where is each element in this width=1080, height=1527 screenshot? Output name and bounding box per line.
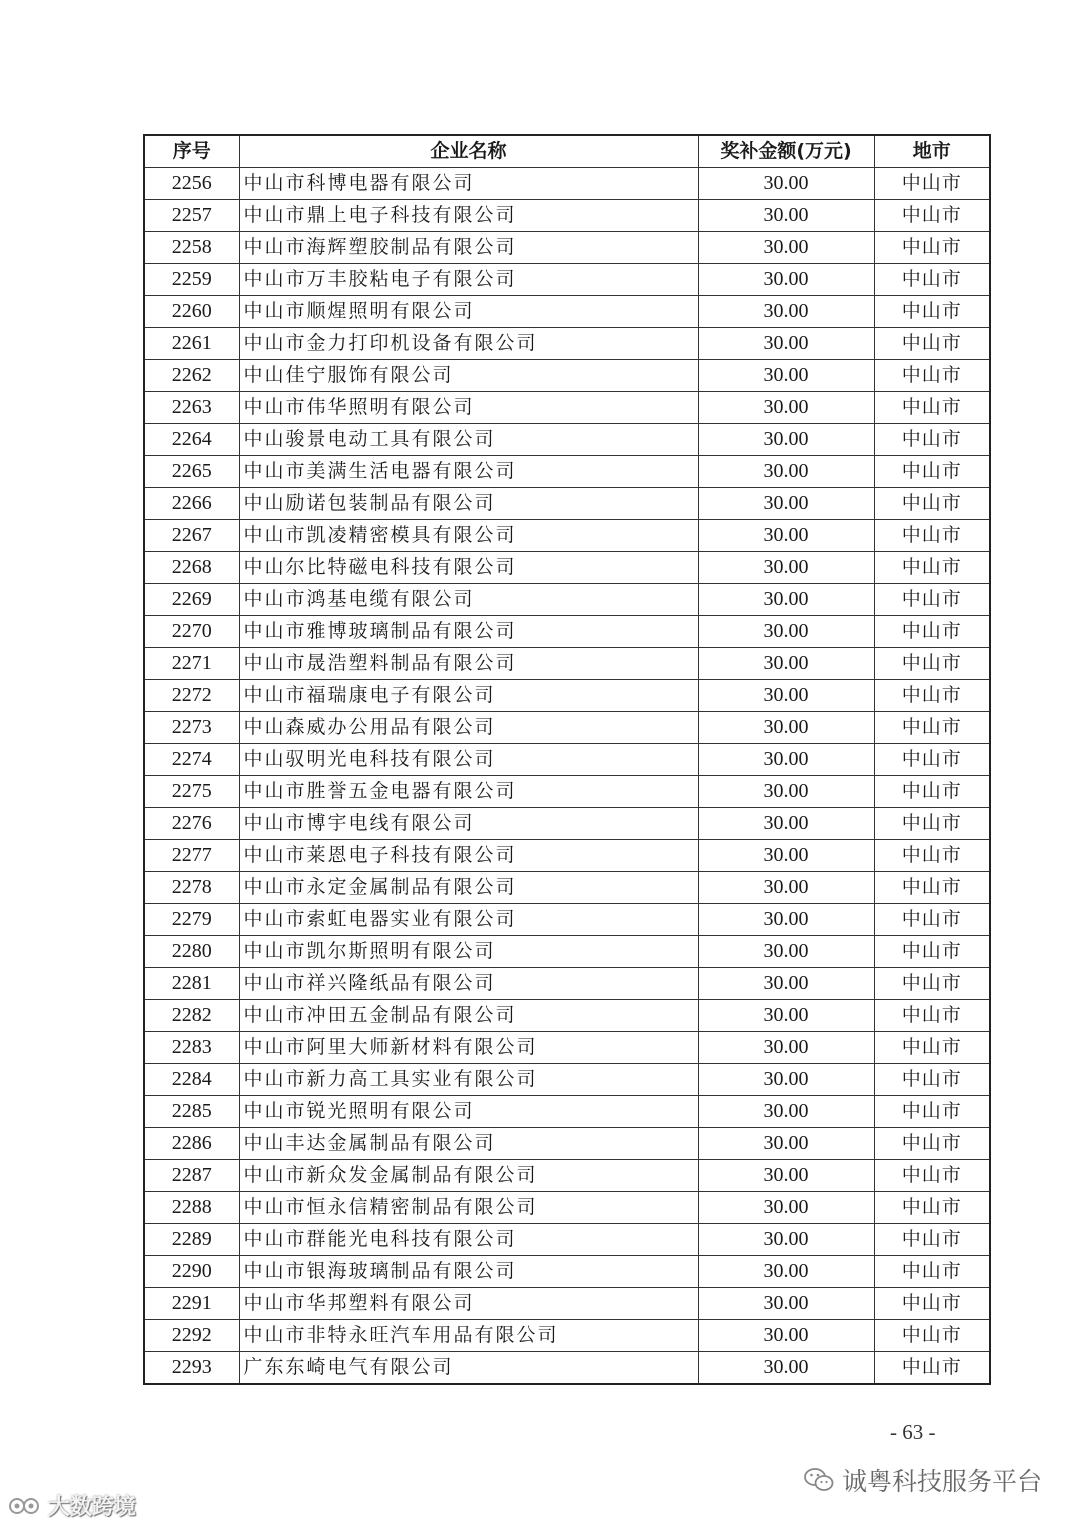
table-header-row (144, 135, 990, 168)
row-serial-number: 2279 (144, 904, 239, 936)
row-subsidy-amount: 30.00 (698, 360, 874, 392)
row-company-name: 中山市新力高工具实业有限公司 (239, 1064, 698, 1096)
row-subsidy-amount: 30.00 (698, 232, 874, 264)
row-serial-number: 2258 (144, 232, 239, 264)
row-company-name: 中山市永定金属制品有限公司 (239, 872, 698, 904)
row-serial-number: 2282 (144, 1000, 239, 1032)
row-serial-number: 2283 (144, 1032, 239, 1064)
row-company-name: 中山佳宁服饰有限公司 (239, 360, 698, 392)
row-serial-number: 2290 (144, 1256, 239, 1288)
row-serial-number: 2257 (144, 200, 239, 232)
row-serial-number: 2271 (144, 648, 239, 680)
row-company-name: 中山市非特永旺汽车用品有限公司 (239, 1320, 698, 1352)
row-subsidy-amount: 30.00 (698, 776, 874, 808)
row-company-name: 中山市晟浩塑料制品有限公司 (239, 648, 698, 680)
wechat-watermark (804, 1462, 1042, 1498)
row-city: 中山市 (874, 808, 990, 840)
wechat-icon (804, 1467, 834, 1493)
table-row (144, 168, 990, 200)
row-serial-number: 2289 (144, 1224, 239, 1256)
table-row (144, 264, 990, 296)
corner-brand-name: 大数跨境 (48, 1495, 137, 1520)
row-serial-number: 2291 (144, 1288, 239, 1320)
row-company-name: 中山市凯尔斯照明有限公司 (239, 936, 698, 968)
table-row (144, 1000, 990, 1032)
row-city: 中山市 (874, 360, 990, 392)
row-city: 中山市 (874, 520, 990, 552)
row-city: 中山市 (874, 296, 990, 328)
table-row (144, 360, 990, 392)
row-company-name: 中山市福瑞康电子有限公司 (239, 680, 698, 712)
table-row (144, 1128, 990, 1160)
row-subsidy-amount: 30.00 (698, 680, 874, 712)
row-subsidy-amount: 30.00 (698, 264, 874, 296)
row-company-name: 中山市雅博玻璃制品有限公司 (239, 616, 698, 648)
row-city: 中山市 (874, 776, 990, 808)
row-city: 中山市 (874, 648, 990, 680)
row-serial-number: 2281 (144, 968, 239, 1000)
row-company-name: 中山市祥兴隆纸品有限公司 (239, 968, 698, 1000)
row-serial-number: 2285 (144, 1096, 239, 1128)
table-row (144, 456, 990, 488)
row-serial-number: 2278 (144, 872, 239, 904)
table-row (144, 1064, 990, 1096)
table-row (144, 840, 990, 872)
row-city: 中山市 (874, 712, 990, 744)
row-subsidy-amount: 30.00 (698, 488, 874, 520)
row-company-name: 中山市万丰胶粘电子有限公司 (239, 264, 698, 296)
row-subsidy-amount: 30.00 (698, 1000, 874, 1032)
row-company-name: 中山市伟华照明有限公司 (239, 392, 698, 424)
row-serial-number: 2256 (144, 168, 239, 200)
row-subsidy-amount: 30.00 (698, 712, 874, 744)
table-row (144, 424, 990, 456)
row-company-name: 中山励诺包装制品有限公司 (239, 488, 698, 520)
table-row (144, 744, 990, 776)
row-city: 中山市 (874, 744, 990, 776)
row-city: 中山市 (874, 1224, 990, 1256)
row-subsidy-amount: 30.00 (698, 744, 874, 776)
row-serial-number: 2264 (144, 424, 239, 456)
row-city: 中山市 (874, 616, 990, 648)
table-row (144, 584, 990, 616)
row-city: 中山市 (874, 584, 990, 616)
row-company-name: 广东东崎电气有限公司 (239, 1352, 698, 1385)
row-company-name: 中山市冲田五金制品有限公司 (239, 1000, 698, 1032)
row-company-name: 中山市索虹电器实业有限公司 (239, 904, 698, 936)
row-subsidy-amount: 30.00 (698, 1064, 874, 1096)
row-subsidy-amount: 30.00 (698, 840, 874, 872)
table-row (144, 904, 990, 936)
enterprise-subsidy-table (143, 134, 991, 1385)
row-company-name: 中山尔比特磁电科技有限公司 (239, 552, 698, 584)
row-subsidy-amount: 30.00 (698, 1160, 874, 1192)
row-company-name: 中山骏景电动工具有限公司 (239, 424, 698, 456)
row-serial-number: 2288 (144, 1192, 239, 1224)
row-subsidy-amount: 30.00 (698, 808, 874, 840)
table-row (144, 1032, 990, 1064)
row-city: 中山市 (874, 1032, 990, 1064)
table-row (144, 392, 990, 424)
row-company-name: 中山驭明光电科技有限公司 (239, 744, 698, 776)
row-serial-number: 2260 (144, 296, 239, 328)
table-row (144, 1288, 990, 1320)
row-serial-number: 2262 (144, 360, 239, 392)
row-serial-number: 2272 (144, 680, 239, 712)
row-subsidy-amount: 30.00 (698, 296, 874, 328)
row-company-name: 中山丰达金属制品有限公司 (239, 1128, 698, 1160)
table-row (144, 328, 990, 360)
row-subsidy-amount: 30.00 (698, 1256, 874, 1288)
row-city: 中山市 (874, 1288, 990, 1320)
row-city: 中山市 (874, 680, 990, 712)
row-serial-number: 2274 (144, 744, 239, 776)
row-subsidy-amount: 30.00 (698, 872, 874, 904)
page-number: - 63 - (890, 1420, 936, 1444)
row-city: 中山市 (874, 488, 990, 520)
row-city: 中山市 (874, 840, 990, 872)
row-city: 中山市 (874, 328, 990, 360)
row-serial-number: 2268 (144, 552, 239, 584)
row-serial-number: 2263 (144, 392, 239, 424)
header-serial-number: 序号 (144, 135, 239, 168)
row-subsidy-amount: 30.00 (698, 1352, 874, 1385)
row-subsidy-amount: 30.00 (698, 584, 874, 616)
row-subsidy-amount: 30.00 (698, 328, 874, 360)
row-city: 中山市 (874, 232, 990, 264)
row-company-name: 中山森威办公用品有限公司 (239, 712, 698, 744)
row-subsidy-amount: 30.00 (698, 392, 874, 424)
row-company-name: 中山市华邦塑料有限公司 (239, 1288, 698, 1320)
table-row (144, 1096, 990, 1128)
corner-brand-watermark (8, 1490, 136, 1521)
row-serial-number: 2293 (144, 1352, 239, 1385)
row-company-name: 中山市恒永信精密制品有限公司 (239, 1192, 698, 1224)
row-serial-number: 2259 (144, 264, 239, 296)
row-serial-number: 2265 (144, 456, 239, 488)
row-city: 中山市 (874, 1128, 990, 1160)
table-row (144, 200, 990, 232)
table-row (144, 1224, 990, 1256)
row-city: 中山市 (874, 936, 990, 968)
row-city: 中山市 (874, 1352, 990, 1385)
row-subsidy-amount: 30.00 (698, 936, 874, 968)
row-subsidy-amount: 30.00 (698, 1096, 874, 1128)
table-row (144, 1320, 990, 1352)
row-company-name: 中山市鼎上电子科技有限公司 (239, 200, 698, 232)
row-subsidy-amount: 30.00 (698, 424, 874, 456)
row-subsidy-amount: 30.00 (698, 616, 874, 648)
row-city: 中山市 (874, 1096, 990, 1128)
row-company-name: 中山市科博电器有限公司 (239, 168, 698, 200)
table-row (144, 1352, 990, 1385)
table-row (144, 520, 990, 552)
row-subsidy-amount: 30.00 (698, 1224, 874, 1256)
row-company-name: 中山市凯凌精密模具有限公司 (239, 520, 698, 552)
row-subsidy-amount: 30.00 (698, 1288, 874, 1320)
row-company-name: 中山市新众发金属制品有限公司 (239, 1160, 698, 1192)
row-serial-number: 2261 (144, 328, 239, 360)
row-subsidy-amount: 30.00 (698, 520, 874, 552)
row-serial-number: 2275 (144, 776, 239, 808)
row-city: 中山市 (874, 456, 990, 488)
row-city: 中山市 (874, 424, 990, 456)
row-subsidy-amount: 30.00 (698, 968, 874, 1000)
row-city: 中山市 (874, 1192, 990, 1224)
table-body (144, 168, 990, 1385)
row-serial-number: 2277 (144, 840, 239, 872)
row-serial-number: 2267 (144, 520, 239, 552)
row-serial-number: 2273 (144, 712, 239, 744)
table-row (144, 1192, 990, 1224)
row-serial-number: 2270 (144, 616, 239, 648)
row-subsidy-amount: 30.00 (698, 1032, 874, 1064)
row-city: 中山市 (874, 872, 990, 904)
row-company-name: 中山市莱恩电子科技有限公司 (239, 840, 698, 872)
row-city: 中山市 (874, 1256, 990, 1288)
row-company-name: 中山市群能光电科技有限公司 (239, 1224, 698, 1256)
row-serial-number: 2286 (144, 1128, 239, 1160)
row-serial-number: 2292 (144, 1320, 239, 1352)
row-subsidy-amount: 30.00 (698, 1192, 874, 1224)
row-subsidy-amount: 30.00 (698, 168, 874, 200)
row-city: 中山市 (874, 968, 990, 1000)
table-row (144, 872, 990, 904)
row-subsidy-amount: 30.00 (698, 648, 874, 680)
table-row (144, 296, 990, 328)
row-serial-number: 2276 (144, 808, 239, 840)
table-row (144, 936, 990, 968)
table-row (144, 1160, 990, 1192)
row-city: 中山市 (874, 1000, 990, 1032)
header-subsidy-amount: 奖补金额(万元) (698, 135, 874, 168)
table-row (144, 968, 990, 1000)
row-serial-number: 2284 (144, 1064, 239, 1096)
row-subsidy-amount: 30.00 (698, 200, 874, 232)
row-company-name: 中山市海辉塑胶制品有限公司 (239, 232, 698, 264)
table-row (144, 648, 990, 680)
row-company-name: 中山市锐光照明有限公司 (239, 1096, 698, 1128)
row-serial-number: 2266 (144, 488, 239, 520)
row-company-name: 中山市博宇电线有限公司 (239, 808, 698, 840)
row-city: 中山市 (874, 264, 990, 296)
eye-logo-icon (8, 1495, 42, 1517)
row-serial-number: 2269 (144, 584, 239, 616)
table-row (144, 776, 990, 808)
row-subsidy-amount: 30.00 (698, 1320, 874, 1352)
header-city: 地市 (874, 135, 990, 168)
table-row (144, 552, 990, 584)
table-row (144, 232, 990, 264)
table-row (144, 680, 990, 712)
row-subsidy-amount: 30.00 (698, 1128, 874, 1160)
table-row (144, 712, 990, 744)
table-row (144, 1256, 990, 1288)
row-city: 中山市 (874, 200, 990, 232)
row-company-name: 中山市银海玻璃制品有限公司 (239, 1256, 698, 1288)
row-subsidy-amount: 30.00 (698, 456, 874, 488)
row-city: 中山市 (874, 552, 990, 584)
row-company-name: 中山市胜誉五金电器有限公司 (239, 776, 698, 808)
row-city: 中山市 (874, 168, 990, 200)
table-row (144, 488, 990, 520)
row-subsidy-amount: 30.00 (698, 904, 874, 936)
row-city: 中山市 (874, 1160, 990, 1192)
row-city: 中山市 (874, 392, 990, 424)
row-serial-number: 2280 (144, 936, 239, 968)
table-row (144, 808, 990, 840)
row-city: 中山市 (874, 904, 990, 936)
wechat-account-name: 诚粤科技服务平台 (841, 1467, 1042, 1496)
row-company-name: 中山市金力打印机设备有限公司 (239, 328, 698, 360)
table-row (144, 616, 990, 648)
row-subsidy-amount: 30.00 (698, 552, 874, 584)
row-serial-number: 2287 (144, 1160, 239, 1192)
row-company-name: 中山市美满生活电器有限公司 (239, 456, 698, 488)
row-company-name: 中山市阿里大师新材料有限公司 (239, 1032, 698, 1064)
row-company-name: 中山市顺煋照明有限公司 (239, 296, 698, 328)
header-company-name: 企业名称 (239, 135, 698, 168)
row-city: 中山市 (874, 1064, 990, 1096)
row-company-name: 中山市鸿基电缆有限公司 (239, 584, 698, 616)
row-city: 中山市 (874, 1320, 990, 1352)
